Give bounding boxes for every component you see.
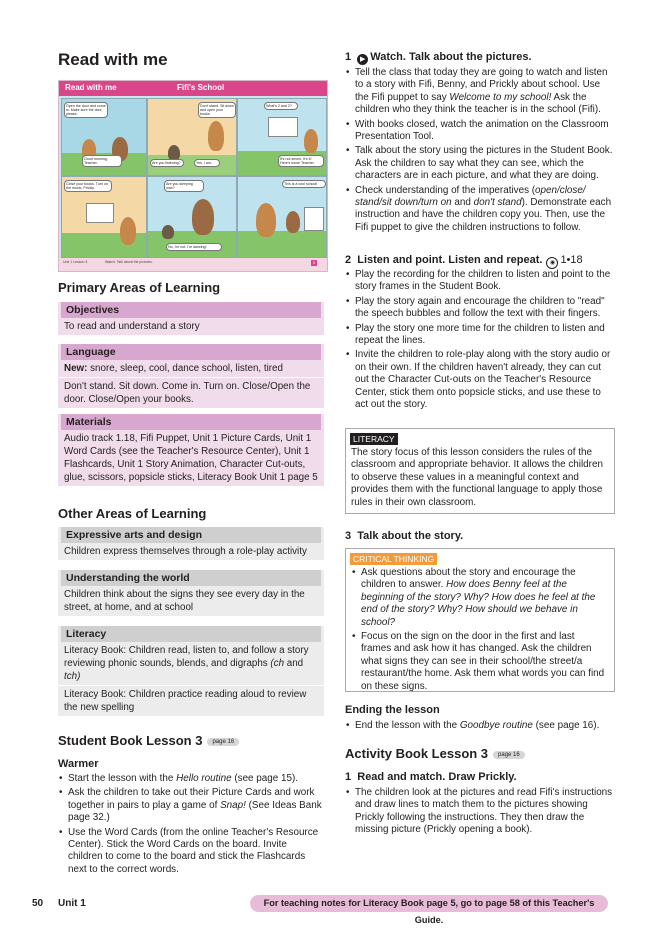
step-1-item-1: • Tell the class that today they are going to watch and listen to a story with Fifi, Benny, and Prickly about school. Use the Fifi puppet to say Welcome to my school! Ask the children who they think the teacher is in the school (Fifi). (345, 67, 613, 117)
banner-right-label: Fifi's School (177, 83, 225, 92)
panel-2-extra-bubble-1: Are you listening? (150, 159, 184, 167)
literacy-note-text: The story focus of this lesson considers the rules of the classroom and appropriate behavior. It allows the children to observe these values in a meaningful context and provides them with the functional language to apply those rules in their own classroom. (351, 447, 603, 508)
panel-3-extra-bubble: It's not seven. It's 4! Here's some Teacher. (278, 155, 324, 167)
language-box (58, 344, 324, 409)
language-new-words (58, 360, 324, 378)
language-structures: Don't stand. Sit down. Come in. Turn on. Close/Open the door. Close/Open your books. (58, 378, 324, 409)
banner-left-label: Read with me (65, 83, 117, 92)
literacy-note (345, 428, 615, 514)
page-title: Read with me (58, 50, 168, 69)
language-header: Language (61, 344, 321, 360)
primary-areas-heading: Primary Areas of Learning (58, 280, 221, 295)
ending-heading: Ending the lesson (345, 704, 440, 716)
critical-thinking-tag: CRITICAL THINKING (350, 553, 437, 565)
arts-text: Children express themselves through a role-play activity (58, 543, 324, 561)
panel-1-extra-bubble: Good morning, Teacher. (82, 155, 122, 167)
step-2-title: Listen and point. Listen and repeat. (357, 254, 543, 266)
panel-6-bubble: This is a cool school! (282, 180, 326, 188)
step-1-item-3: • Talk about the story using the pictures in the Student Book. Ask the children to say what they can see, which the characters are in each picture, and what they are doing. (345, 145, 613, 182)
literacy-box (58, 626, 324, 717)
step-1-heading (345, 51, 532, 65)
critical-item-1: • Ask questions about the story and encourage the children to answer. How does Benny feel at the beginning of the story? Why? How does he feel at the end of the story? Why? How should we behave in school? (351, 567, 606, 629)
panel-2-bubble: Don't stand. Sit down and open your books. (198, 102, 236, 118)
step-2-item-2: • Play the story again and encourage the children to "read" the speech bubbles and follow the text with their fingers. (345, 296, 613, 321)
objectives-header: Objectives (61, 302, 321, 318)
literacy-text-1a: Literacy Book: Children read, listen to, and follow a story reviewing phonic sounds, blends, and digraphs (64, 645, 309, 669)
objectives-box (58, 302, 324, 336)
activity-list (345, 787, 613, 839)
step-3-number: 3 (345, 530, 352, 542)
activity-item: • The children look at the pictures and read Fifi's instructions and draw lines to match them to the pictures showing Prickly following the instructions. They then draw the missing picture (Prickly opening a book). (345, 787, 613, 837)
panel-3-bubble: What's 2 and 2? (264, 102, 298, 110)
panel-4-bubble: Close your books. Turn on the music, Prickly. (64, 180, 112, 192)
story-panel-5 (147, 176, 237, 258)
materials-header: Materials (61, 414, 321, 430)
panel-1-bubble: Open the door and come in. Make sure the door, please. (64, 102, 108, 118)
language-new-text: snore, sleep, cool, dance school, listen, tired (87, 363, 283, 374)
literacy-text-1b: (ch (270, 658, 285, 669)
step-2-list (345, 269, 613, 413)
warmer-heading: Warmer (58, 758, 99, 770)
illustration-footer-line1: Unit 1 Lesson 3 (63, 260, 88, 264)
story-panel-4 (61, 176, 147, 258)
story-panel-6 (237, 176, 327, 258)
story-panel-2 (147, 98, 237, 176)
activity-book-title: Activity Book Lesson 3 (345, 746, 489, 761)
activity-book-heading (345, 746, 525, 761)
activity-step-heading (345, 771, 517, 783)
literacy-text-2: Literacy Book: Children practice reading aloud to review the new spelling (58, 686, 324, 717)
warmer-list (58, 773, 322, 878)
warmer-item-3: • Use the Word Cards (from the online Teacher's Resource Center). Stick the Word Cards on the board. Invite children to come to the board and stick the Flashcards next to the correct words. (58, 827, 322, 877)
activity-book-page-chip: page 16 (493, 751, 525, 759)
illustration-banner (59, 81, 327, 96)
student-book-title: Student Book Lesson 3 (58, 733, 203, 748)
materials-text: Audio track 1.18, Fifi Puppet, Unit 1 Picture Cards, Unit 1 Word Cards (see the Teacher's Resource Center), Unit 1 Flashcards, Unit 1 Story Animation, Character Cut-outs, glue, scissors, popsicle sticks, Literacy Book Unit 1 page 5 (58, 430, 324, 487)
audio-cd-icon: ◉ (546, 257, 558, 269)
step-3-title: Talk about the story. (357, 530, 464, 542)
step-1-number: 1 (345, 51, 352, 63)
story-panel-1 (61, 98, 147, 176)
activity-step-title: Read and match. Draw Prickly. (357, 771, 517, 783)
illustration-footer (59, 258, 327, 271)
warmer-item-2: • Ask the children to take out their Picture Cards and work together in pairs to play a game of Snap! (See Ideas Bank page 32.) (58, 787, 322, 824)
story-panel-3 (237, 98, 327, 176)
footer-note: For teaching notes for Literacy Book page 5, go to page 58 of this Teacher's Guide. (250, 895, 608, 912)
play-icon: ▶ (357, 54, 368, 65)
arts-header: Expressive arts and design (61, 527, 321, 543)
unit-label: Unit 1 (58, 898, 86, 909)
literacy-text-1c: and (284, 658, 304, 669)
step-1-list (345, 67, 613, 236)
story-illustration (58, 80, 328, 272)
critical-item-2: • Focus on the sign on the door in the first and last frames and ask how it has changed. Ask the children what signs they can see in their school/the street/a restaurant/the home. Ask them what words you can find on these signs. (351, 631, 606, 693)
step-2-number: 2 (345, 254, 352, 266)
arts-box (58, 527, 324, 561)
step-3-heading (345, 530, 463, 542)
step-1-title: Watch. Talk about the pictures. (370, 51, 532, 63)
step-1-item-4: • Check understanding of the imperatives (open/close/ stand/sit down/turn on and don't stand). Demonstrate each instruction and have the children copy you. Then, use the Fifi puppet to give the children instructions to follow. (345, 185, 613, 235)
literacy-tag: LITERACY (350, 433, 398, 445)
panel-5-extra-bubble: No, I'm not. I'm dancing! (166, 243, 222, 251)
panel-2-extra-bubble-2: Yes, I am. (194, 159, 220, 167)
objectives-text: To read and understand a story (58, 318, 324, 336)
other-areas-heading: Other Areas of Learning (58, 506, 207, 521)
student-book-page-chip: page 16 (207, 738, 239, 746)
literacy-header: Literacy (61, 626, 321, 642)
literacy-text-1d: tch) (64, 671, 81, 682)
step-2-heading (345, 254, 583, 269)
ending-list (345, 720, 613, 734)
world-text: Children think about the signs they see every day in the street, at home, and at school (58, 586, 324, 617)
activity-step-number: 1 (345, 771, 352, 783)
step-2-item-4: • Invite the children to role-play along with the story audio or on their own. If the children haven't already, they can cut out the Character Cut-outs on the Teacher's Resource Center, stick them onto popsicle sticks, and use these to act out the story. (345, 349, 613, 411)
critical-thinking-note (345, 548, 615, 692)
ending-item: • End the lesson with the Goodbye routine (see page 16). (345, 720, 613, 732)
step-2-track: 1•18 (560, 254, 583, 266)
critical-thinking-list (351, 567, 606, 693)
student-book-heading (58, 733, 239, 748)
step-2-item-1: • Play the recording for the children to listen and point to the story frames in the Student Book. (345, 269, 613, 294)
illustration-footer-line2: Watch. Talk about the pictures. (105, 260, 153, 264)
step-1-item-2: • With books closed, watch the animation on the Classroom Presentation Tool. (345, 119, 613, 144)
panel-5-bubble: Are you sleeping now? (164, 180, 204, 192)
language-new-label: New: (64, 363, 88, 374)
illustration-page-badge: 5 (313, 261, 315, 265)
world-header: Understanding the world (61, 570, 321, 586)
warmer-item-1: • Start the lesson with the Hello routine (see page 15). (58, 773, 322, 785)
world-box (58, 570, 324, 617)
materials-box (58, 414, 324, 487)
literacy-text-1 (58, 642, 324, 686)
page-number: 50 (32, 898, 44, 909)
step-2-item-3: • Play the story one more time for the children to listen and repeat the lines. (345, 323, 613, 348)
